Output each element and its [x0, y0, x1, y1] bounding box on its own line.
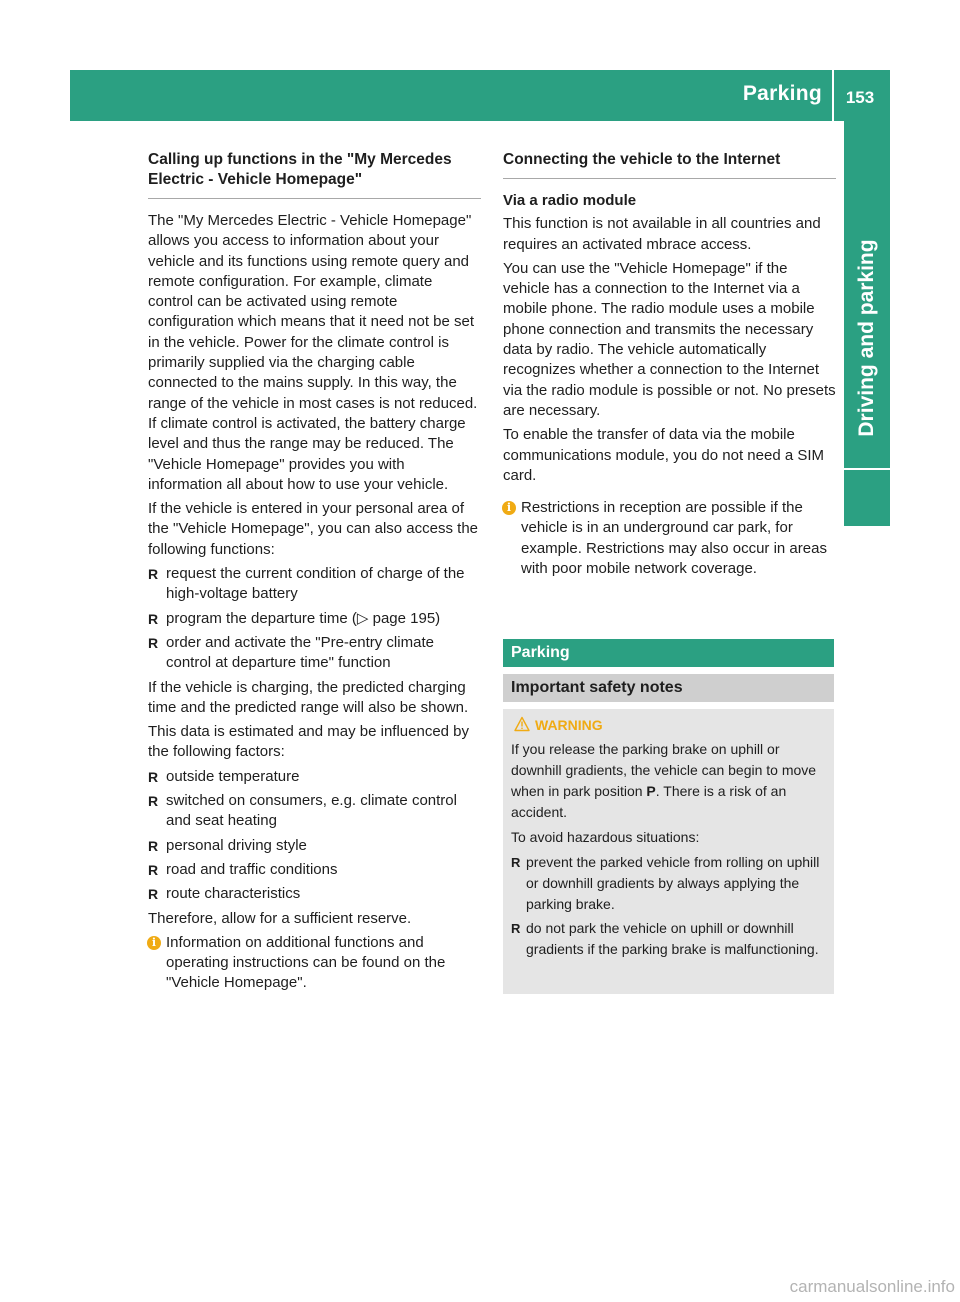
- list-item-text: switched on consumers, e.g. climate control and seat heating: [166, 792, 457, 830]
- safety-notes-heading: Important safety notes: [503, 674, 834, 702]
- info-note-text: Information on additional functions and operating instructions can be found on the "Vehicle Homepage".: [166, 933, 446, 992]
- paragraph: If the vehicle is entered in your personal area of the "Vehicle Homepage", you can also access the following functions:: [148, 500, 479, 558]
- info-note-text: Restrictions in reception are possible if the vehicle is in an underground car park, for example. Restrictions may also occur in areas with poor mobile network coverage.: [521, 499, 827, 578]
- info-icon: i: [147, 936, 161, 950]
- right-column: [503, 150, 836, 579]
- paragraph: This data is estimated and may be influenced by the following factors:: [148, 723, 470, 761]
- page-number: 153: [845, 88, 875, 107]
- parking-section-heading: Parking: [503, 639, 834, 667]
- bullet-icon: R: [148, 566, 159, 583]
- bullet-icon: R: [148, 861, 159, 878]
- paragraph: If the vehicle is charging, the predicted charging time and the predicted range will also be shown.: [148, 678, 469, 716]
- warning-box: [503, 709, 834, 994]
- paragraph: To enable the transfer of data via the mobile communications module, you do not need a SIM card.: [503, 426, 825, 484]
- chapter-tab-label: Driving and parking: [855, 239, 878, 437]
- bullet-icon: R: [511, 855, 521, 870]
- list-item: [148, 633, 481, 674]
- paragraph: You can use the "Vehicle Homepage" if the vehicle has a connection to the Internet via a mobile phone. The radio module uses a mobile phone connection and transmits the necessary data by radio. The vehicle automatically recognizes whether a connection to the Internet via the radio module is possible or not. No presets are necessary.: [503, 259, 836, 419]
- list-item-text: road and traffic conditions: [166, 860, 338, 878]
- section-heading-vehicle-homepage: Calling up functions in the "My Mercedes Electric - Vehicle Homepage": [148, 150, 481, 199]
- info-note: [503, 498, 836, 579]
- info-note: [148, 933, 481, 994]
- bullet-icon: R: [148, 793, 159, 810]
- warning-title: WARNING: [535, 717, 603, 733]
- list-item: [511, 918, 826, 960]
- left-column: [148, 150, 481, 994]
- bullet-icon: R: [511, 921, 521, 936]
- list-item: [148, 564, 481, 605]
- factor-list: [148, 767, 481, 905]
- warning-header: [511, 715, 826, 736]
- list-item-text: do not park the vehicle on uphill or downhill gradients if the parking brake is malfunctioning.: [526, 920, 819, 957]
- bullet-icon: R: [148, 610, 159, 627]
- list-item: [148, 884, 481, 904]
- list-item: [511, 852, 826, 915]
- park-position-label: P: [646, 783, 656, 799]
- list-item-text: route characteristics: [166, 885, 301, 903]
- bullet-icon: R: [148, 634, 159, 651]
- paragraph: The "My Mercedes Electric - Vehicle Homepage" allows you access to information about your vehicle and its functions using remote query and remote configuration. For example, climate control can be activated using remote configuration which means that it need not be set in the vehicle. Power for the climate control is primarily supplied via the charging cable connected to the mains supply. In this way, the range of the vehicle in most cases is not reduced. If climate control is activated, the battery charge level and thus the range may be reduced. The "Vehicle Homepage" provides you with information all about how to use your vehicle.: [148, 212, 478, 493]
- bullet-icon: R: [148, 837, 159, 854]
- page-reference-link[interactable]: program the departure time (▷ page 195): [166, 609, 441, 627]
- list-item: [148, 609, 481, 629]
- list-item-text: personal driving style: [166, 836, 307, 854]
- warning-text-part: . There is a risk of an accident.: [511, 783, 787, 820]
- warning-text-part: If you release the parking brake on uphill or downhill gradients, the vehicle can begin to move when in park position: [511, 741, 817, 799]
- paragraph: Therefore, allow for a sufficient reserve.: [148, 909, 412, 927]
- bullet-icon: R: [148, 768, 159, 785]
- function-list: [148, 564, 481, 673]
- header-divider: [832, 70, 834, 121]
- section-title: Parking: [742, 82, 822, 105]
- list-item-text: prevent the parked vehicle from rolling on uphill or downhill gradients by always applying the parking brake.: [526, 854, 820, 912]
- section-heading-internet-connection: Connecting the vehicle to the Internet: [503, 150, 836, 179]
- warning-list: [511, 852, 826, 960]
- sub-heading: Via a radio module: [503, 192, 637, 209]
- list-item-text: order and activate the "Pre-entry climate control at departure time" function: [166, 633, 434, 672]
- warning-triangle-icon: [514, 716, 530, 732]
- bullet-icon: R: [148, 886, 159, 903]
- warning-text: [511, 739, 826, 823]
- watermark: carmanualsonline.info: [789, 1277, 955, 1296]
- info-icon: i: [502, 501, 516, 515]
- list-item: [148, 836, 481, 856]
- list-item-text: outside temperature: [166, 767, 300, 785]
- warning-intro: To avoid hazardous situations:: [511, 829, 700, 845]
- list-item-text: request the current condition of charge of the high-voltage battery: [166, 565, 465, 603]
- chapter-marker: [844, 470, 890, 526]
- list-item: [148, 767, 481, 787]
- list-item: [148, 860, 481, 880]
- list-item: [148, 791, 481, 832]
- paragraph: This function is not available in all countries and requires an activated mbrace access.: [503, 215, 821, 253]
